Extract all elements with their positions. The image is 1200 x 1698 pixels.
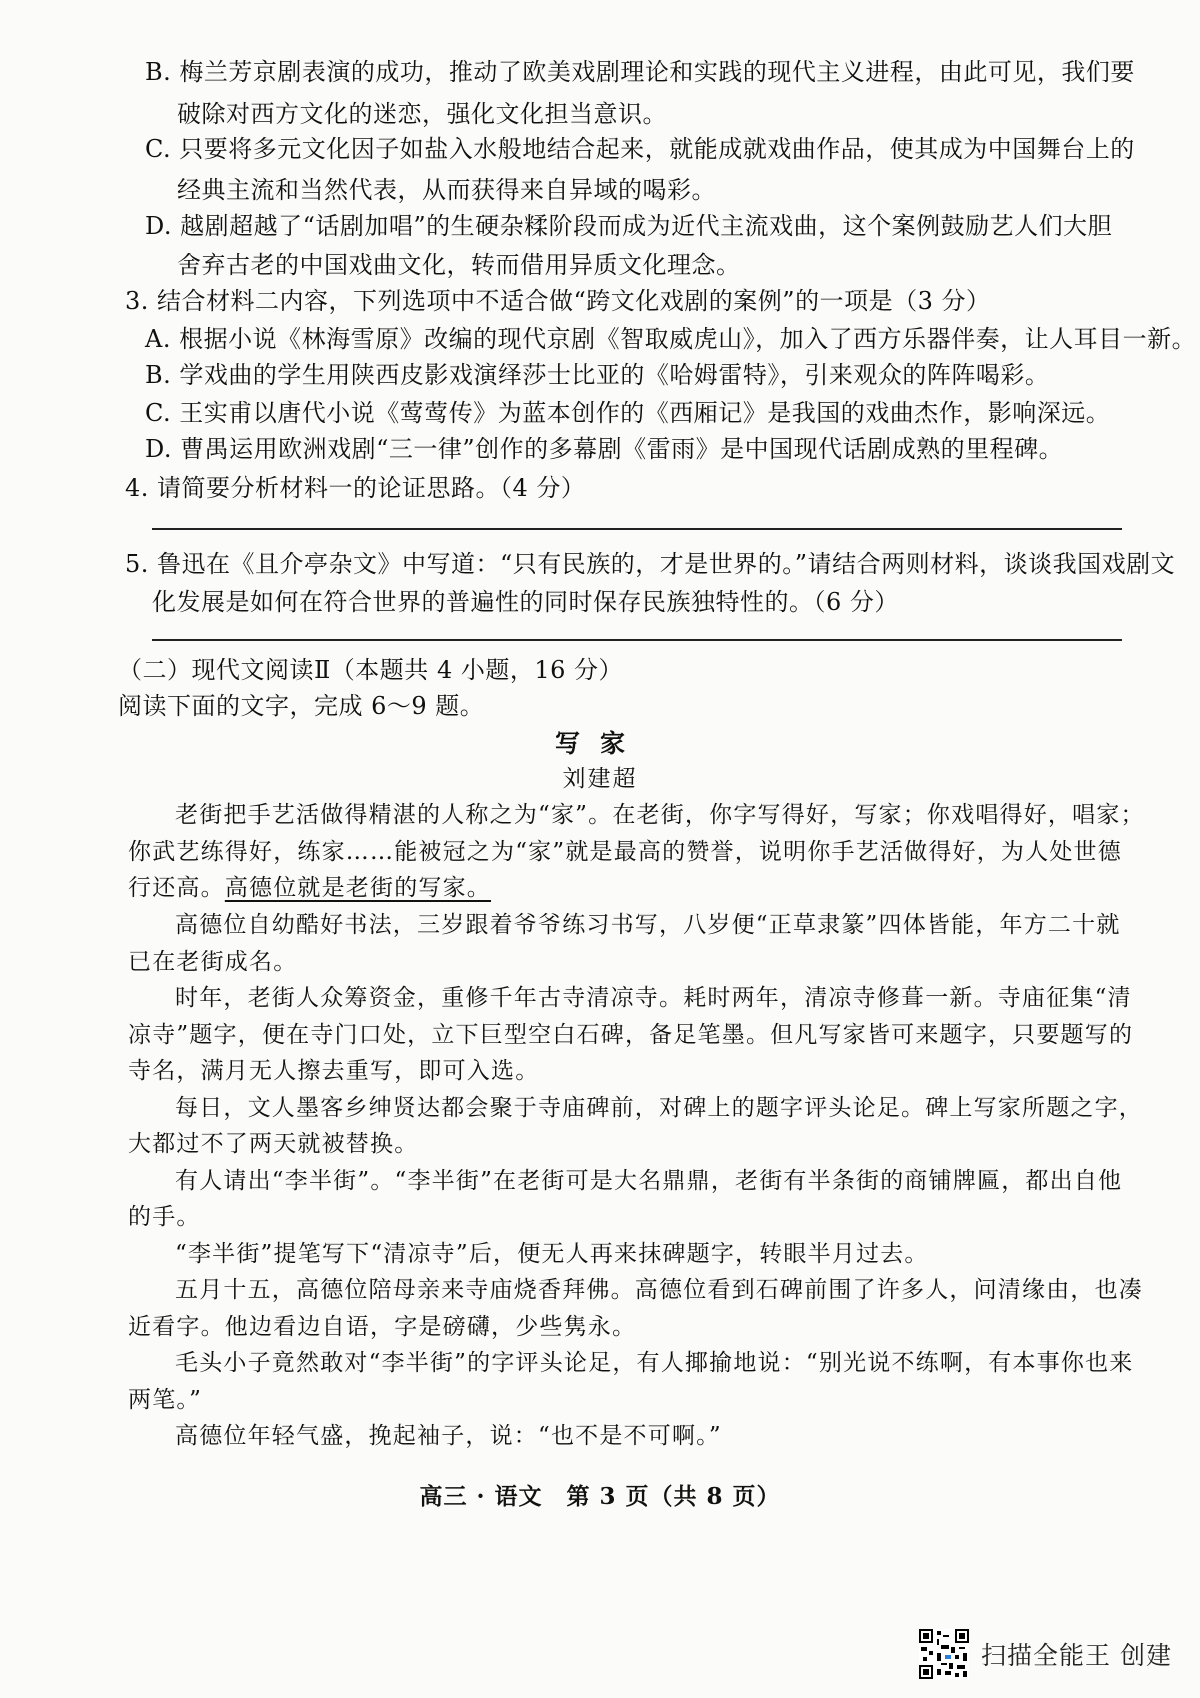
story-p1-text: 行还高。	[128, 875, 225, 901]
q3-option-c: C. 王实甫以唐代小说《莺莺传》为蓝本创作的《西厢记》是我国的戏曲杰作，影响深远。	[145, 399, 1111, 427]
q2-option-d-line2: 舍弃古老的中国戏曲文化，转而借用异质文化理念。	[177, 251, 741, 279]
q4-answer-line	[152, 528, 1122, 530]
story-p1-line2: 你武艺练得好，练家……能被冠之为“家”就是最高的赞誉，说明你手艺活做得好，为人处世德	[128, 839, 1122, 865]
q5-answer-line	[152, 639, 1122, 641]
story-p1-underlined: 高德位就是老街的写家。	[224, 875, 492, 901]
q5-stem-line1: 5. 鲁迅在《且介亭杂文》中写道：“只有民族的，才是世界的。”请结合两则材料，谈谈我国戏剧文	[125, 550, 1176, 578]
story-p2-line1: 高德位自幼酷好书法，三岁跟着爷爷练习书写，八岁便“正草隶篆”四体皆能，年方二十就	[175, 912, 1121, 938]
scanner-watermark	[919, 1628, 1172, 1680]
story-p7-line1: 五月十五，高德位陪母亲来寺庙烧香拜佛。高德位看到石碑前围了许多人，问清缘由，也凑	[175, 1277, 1143, 1303]
q2-option-d-line1: D. 越剧超越了“话剧加唱”的生硬杂糅阶段而成为近代主流戏曲，这个案例鼓励艺人们大胆	[145, 212, 1113, 240]
qr-code-icon	[919, 1629, 969, 1679]
watermark-text: 扫描全能王 创建	[981, 1641, 1172, 1670]
story-p1-line3	[128, 870, 1088, 906]
story-p3-line3: 寺名，满月无人擦去重写，即可入选。	[128, 1058, 540, 1084]
story-p9-line1: 高德位年轻气盛，挽起袖子，说：“也不是不可啊。”	[175, 1423, 722, 1449]
q3-option-b: B. 学戏曲的学生用陕西皮影戏演绎莎士比亚的《哈姆雷特》，引来观众的阵阵喝彩。	[145, 361, 1050, 389]
q2-option-b-line1: B. 梅兰芳京剧表演的成功，推动了欧美戏剧理论和实践的现代主义进程，由此可见，我们要	[145, 58, 1135, 86]
story-p3-line2: 凉寺”题字，便在寺门口处，立下巨型空白石碑，备足笔墨。但凡写家皆可来题字，只要题写的	[128, 1022, 1134, 1048]
story-p7-line2: 近看字。他边看边自语，字是磅礴，少些隽永。	[128, 1314, 637, 1340]
story-p5-line2: 的手。	[128, 1204, 201, 1230]
page-footer: 高三 · 语文 第 3 页（共 8 页）	[419, 1483, 781, 1510]
q2-option-c-line1: C. 只要将多元文化因子如盐入水般地结合起来，就能成就戏曲作品，使其成为中国舞台上的	[145, 135, 1135, 163]
q4-stem: 4. 请简要分析材料一的论证思路。（4 分）	[125, 474, 586, 502]
q2-option-c-line2: 经典主流和当然代表，从而获得来自异域的喝彩。	[177, 176, 716, 204]
story-p5-line1: 有人请出“李半街”。“李半街”在老街可是大名鼎鼎，老街有半条街的商铺牌匾，都出自他	[175, 1168, 1123, 1194]
q2-option-b-line2: 破除对西方文化的迷恋，强化文化担当意识。	[177, 100, 667, 128]
story-p4-line1: 每日，文人墨客乡绅贤达都会聚于寺庙碑前，对碑上的题字评头论足。碑上写家所题之字，	[175, 1095, 1143, 1121]
q3-option-d: D. 曹禺运用欧洲戏剧“三一律”创作的多幕剧《雷雨》是中国现代话剧成熟的里程碑。	[145, 435, 1064, 463]
story-title: 写家	[554, 729, 645, 758]
story-p6-line1: “李半街”提笔写下“清凉寺”后，便无人再来抹碑题字，转眼半月过去。	[175, 1241, 929, 1267]
story-p8-line1: 毛头小子竟然敢对“李半街”的字评头论足，有人揶揄地说：“别光说不练啊，有本事你也来	[175, 1350, 1134, 1376]
story-p3-line1: 时年，老街人众筹资金，重修千年古寺清凉寺。耗时两年，清凉寺修葺一新。寺庙征集“清	[175, 985, 1132, 1011]
q5-stem-line2: 化发展是如何在符合世界的普遍性的同时保存民族独特性的。（6 分）	[152, 588, 899, 616]
story-p1-line1: 老街把手艺活做得精湛的人称之为“家”。在老街，你字写得好，写家；你戏唱得好，唱家；	[175, 802, 1145, 828]
q3-stem: 3. 结合材料二内容，下列选项中不适合做“跨文化戏剧的案例”的一项是（3 分）	[125, 287, 991, 315]
section-heading: （二）现代文阅读Ⅱ（本题共 4 小题，16 分）	[118, 656, 624, 684]
q3-option-a: A. 根据小说《林海雪原》改编的现代京剧《智取威虎山》，加入了西方乐器伴奏，让人耳目一新。	[145, 325, 1197, 353]
section-instruction: 阅读下面的文字，完成 6～9 题。	[118, 692, 485, 720]
story-p4-line2: 大都过不了两天就被替换。	[128, 1131, 419, 1157]
story-p2-line2: 已在老街成名。	[128, 949, 298, 975]
story-p8-line2: 两笔。”	[128, 1387, 203, 1413]
story-author: 刘建超	[562, 766, 638, 792]
